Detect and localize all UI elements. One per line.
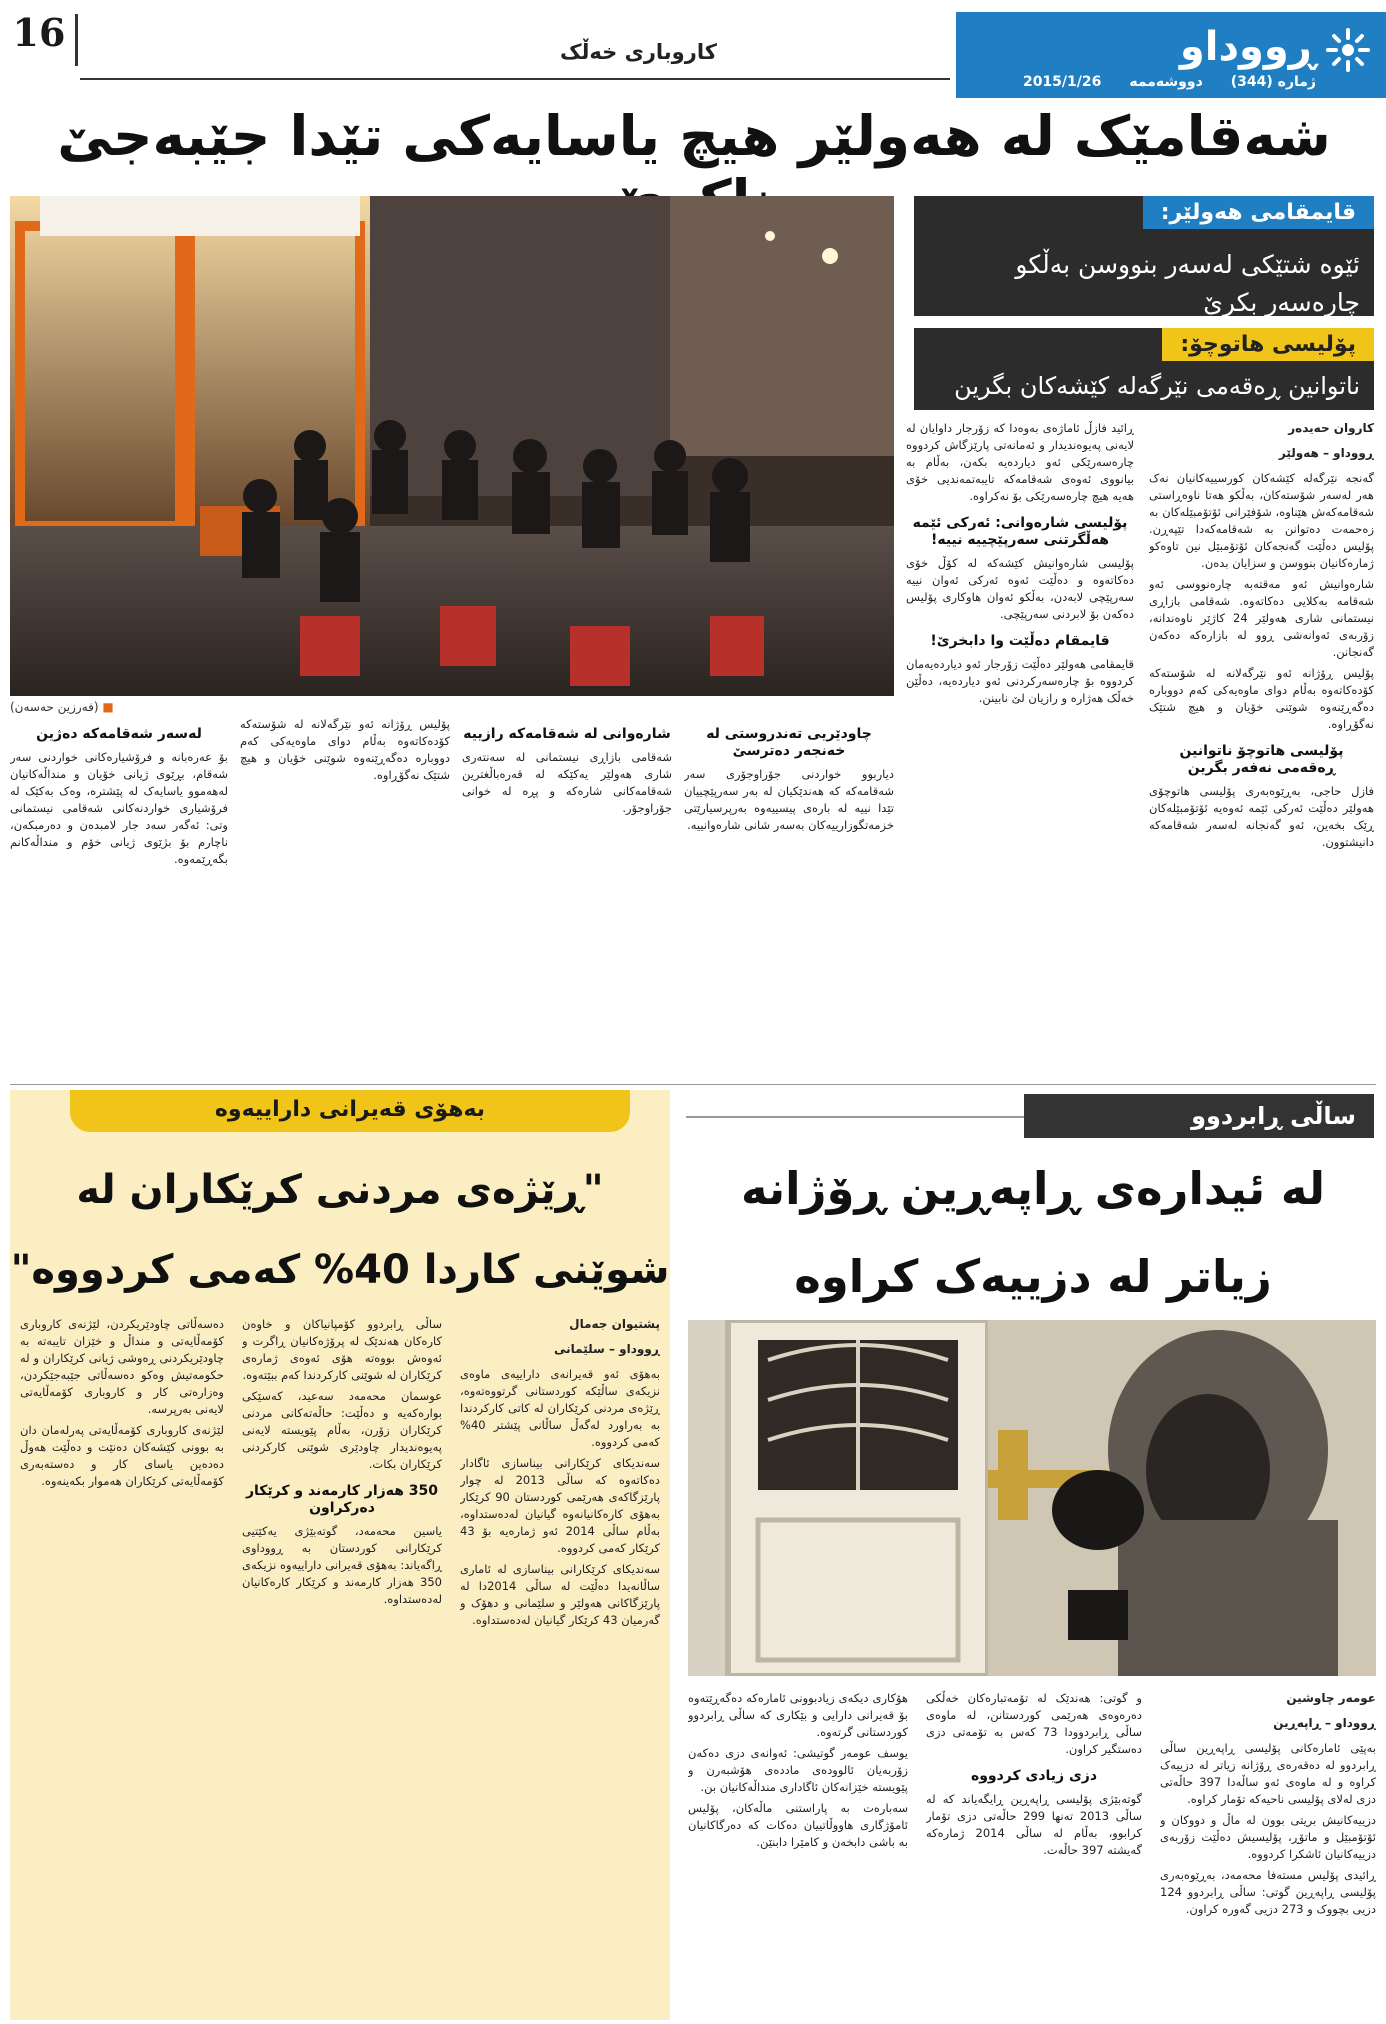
theft-col-3 <box>688 1690 908 2020</box>
theft-paragraph: و گوتی: هەندێک لە تۆمەتبارەکان خەڵکی دەرەوەی هەرێمی کوردستانن، لە ماوەی ساڵی ڕابردوودا 73 کەس بە تۆمەتی دزی دەستگیر کراون. <box>926 1691 1142 1756</box>
labor-paragraph: دەسەڵاتی چاودێریکردن، لێژنەی کاروباری کۆمەڵایەتی و منداڵ و خێزان تایبەتە بە چاودێریکردنی ڕەوشی ژیانی کرێکاران و لە حکومەتیش وەکو دەسەڵاتی جێبەجێکردن، وەزارەتی کار و کاروباری کۆمەڵایەتی لایەنی بەرپرسە. <box>20 1317 224 1416</box>
pull-quote-mayor-text: ئێوە شتێکی لەسەر بنووسن بەڵکو چارەسەر بکرێ <box>1015 250 1360 317</box>
photo-credit: ■ (فەرزین حەسەن) <box>10 700 114 714</box>
issue-number: ژمارە (344) <box>1230 74 1316 90</box>
top-article-byline-place: ڕووداو – هەولێر <box>1278 446 1374 460</box>
top-article-col-2 <box>906 420 1134 1080</box>
cafe-street-photo <box>10 196 894 696</box>
pull-quote-traffic-police <box>914 328 1374 410</box>
theft-col-1 <box>1160 1690 1376 2020</box>
top-article-paragraph: ڕائید فازڵ ئاماژەی بەوەدا کە زۆرجار داوایان لە لایەنی پەیوەندیدار و ئەمانەتی پارێزگاش کردووە چارەسەرێکی ئەو دیاردەیە بکەن، بەڵام بە بیانووی ئەوەی شەقامەکە تایبەتمەندیی خۆی هەیە هیچ چارەسەرێکی بۆ نەکراوە. <box>906 421 1134 503</box>
labor-col-3 <box>20 1316 224 2012</box>
top-article-paragraph: پۆلیسی شارەوانیش کێشەکە لە کۆڵ خۆی دەکاتەوە و دەڵێت ئەوە ئەرکی ئەوان نییە سەرپێچی لابەدن، بەڵکو ئەوان هاوکاری پۆلیس دەکەن بۆ لابردنی سەرپێچی. <box>906 556 1134 621</box>
labor-headline-line-2: شوێنی کاردا 40% کەمی کردووە" <box>10 1247 670 1293</box>
top-article-subhead: شارەوانی لە شەقامەکە رازییە <box>463 726 671 742</box>
top-article-paragraph: فازل حاجی، بەڕێوەبەری پۆلیسی هاتوچۆی هەولێر دەڵێت ئەرکی ئێمە ئەوەیە ئۆتۆمبێلەکان ڕێک بخەین، ئەو گەنجانە لەسەر شەقامەکە دانیشتوون. <box>1149 784 1374 849</box>
labor-article-columns <box>20 1316 660 2012</box>
logo-text: ڕووداو <box>1179 24 1316 70</box>
kicker-rule <box>686 1116 1026 1118</box>
theft-paragraph: سەبارەت بە پاراستنی ماڵەکان، پۆلیس ئامۆژگاری هاووڵاتییان دەکات کە دەرگاکانیان بە باشی دابخەن و کامێرا دابنێن. <box>688 1801 908 1849</box>
theft-col-2 <box>926 1690 1142 2020</box>
top-article-col-1 <box>1149 420 1374 1080</box>
section-divider <box>10 1084 1376 1085</box>
theft-article-kicker: ساڵی ڕابردوو <box>1024 1094 1374 1138</box>
page-number: 16 <box>0 10 78 65</box>
logo-mark-icon <box>1324 26 1372 74</box>
top-article-lower-columns <box>10 716 894 1080</box>
labor-paragraph: عوسمان محەمەد سەعید، کەسێکی بوارەکەیە و دەڵێت: حاڵەتەکانی مردنی کرێکاران زۆرن، بەڵام پێویستە لایەنی پەیوەندیدار چاودێری شوێنی کارکردنی کرێکاران بکات. <box>242 1389 442 1471</box>
logo-banner <box>956 12 1386 98</box>
theft-article-headline <box>690 1145 1376 1321</box>
theft-paragraph: یوسف عومەر گوتیشی: ئەوانەی دزی دەکەن زۆربەیان ئالوودەی ماددەی هۆشبەرن و پێویستە خێزانەکان ئاگاداری منداڵەکانیان بن. <box>688 1746 908 1794</box>
top-article-paragraph: پۆلیس ڕۆژانە ئەو نێرگەلانە لە شۆستەکە کۆدەکاتەوە بەڵام دوای ماوەیەکی کەم دووبارە دەگەڕێنەوە شوێنی خۆیان و هیچ شتێک نەگۆڕاوە. <box>1149 666 1374 731</box>
theft-paragraph: گوتەبێژی پۆلیسی ڕاپەڕین ڕایگەیاند کە لە ساڵی 2013 تەنها 299 حاڵەتی دزی تۆمار کرابوو، بەڵام لە ساڵی 2014 ژمارەکە گەیشتە 397 حاڵەت. <box>926 1792 1142 1857</box>
top-article-paragraph: شەقامی بازاڕی نیستمانی لە سەنتەری شاری هەولێر یەکێکە لە قەرەباڵغترین شەقامەکانی شارەکە و پڕە لە خوانی جۆراوجۆر. <box>462 750 672 815</box>
theft-byline: عومەر چاوشین <box>1286 1691 1376 1705</box>
top-article-paragraph: دیاربوو خواردنی جۆراوجۆری سەر شەقامەکە کە هەندێکیان لە بەر سەرپێچییان تێدا نییە لە بارەی پیسییەوە بەرپرسیارێتی خزمەتگوزارییەکان بەسەر شانی شارەوانییە. <box>684 767 894 832</box>
labor-paragraph: سەندیکای کرێکارانی بیناسازی لە ئاماری ساڵانەیدا دەڵێت لە ساڵی 2014دا لە پارێزگاکانی هەولێر و سلێمانی و دهۆک و گەرمیان 43 کرێکار گیانیان لەدەستداوە. <box>460 1562 660 1627</box>
pull-quote-mayor-tag: قایمقامی هەولێر: <box>1143 196 1374 229</box>
top-article-col-3 <box>684 716 894 1080</box>
pull-quote-police-tag: پۆلیسی هاتوچۆ: <box>1162 328 1374 361</box>
top-article-byline: کاروان حەیدەر <box>1288 421 1374 435</box>
theft-paragraph: هۆکاری دیکەی زیادبوونی ئامارەکە دەگەڕێتەوە بۆ قەیرانی دارایی و بێکاری کە ساڵی ڕابردوو کوردستانی گرتەوە. <box>688 1691 908 1739</box>
labor-paragraph: بەهۆی ئەو قەیرانەی داراییەی ماوەی نزیکەی ساڵێکە کوردستانی گرتووەتەوە، ڕێژەی مردنی کرێکاران لە کاتی کارکردندا بە بەراورد لەگەڵ ساڵانی پێشتر 40% کەمی کردووە. <box>460 1367 660 1449</box>
top-article-col-5 <box>240 716 450 1080</box>
top-article-subhead: لەسەر شەقامەکە دەژین <box>36 726 202 742</box>
cafe-street-illustration <box>10 196 894 696</box>
theft-subhead: دزی زیادی کردووە <box>970 1768 1098 1784</box>
labor-byline: پشتیوان جەمال <box>569 1317 660 1331</box>
top-article-col-6 <box>10 716 228 1080</box>
labor-article-headline <box>10 1150 670 1310</box>
pull-quote-police-text: ناتوانین ڕەقەمی نێرگەلە کێشەکان بگرین <box>954 372 1360 400</box>
top-article-paragraph: پۆلیس ڕۆژانە ئەو نێرگەلانە لە شۆستەکە کۆدەکاتەوە بەڵام دوای ماوەیەکی کەم دووبارە دەگەڕێنەوە شوێنی خۆیان و هیچ شتێک نەگۆڕاوە. <box>240 717 450 782</box>
labor-col-1 <box>460 1316 660 2012</box>
labor-paragraph: سەندیکای کرێکارانی بیناسازی ئاگادار دەکاتەوە کە ساڵی 2013 لە چوار پارێزگاکەی هەرێمی کوردستان 90 کرێکار بەهۆی کارەکانیانەوە گیانیان لەدەستداوە، بەڵام ساڵی 2014 ئەو ژمارەیە بۆ 43 کرێکار کەمی کردووە. <box>460 1456 660 1555</box>
top-article-subhead: پۆلیسی هاتوچۆ ناتوانین ڕەقەمی نەفەر بگرین <box>1179 743 1344 776</box>
top-article-subhead: پۆلیسی شارەوانی: ئەرکی ئێمە هەڵگرتنی سەرپێچییە نییە! <box>912 515 1128 548</box>
burglar-door-photo <box>688 1320 1376 1676</box>
top-article-paragraph: گەنجە نێرگەلە کێشەکان کورسییەکانیان نەک هەر لەسەر شۆستەکان، بەڵکو هەتا ناوەڕاستی شەقامەکەش هێناوە، شۆفێرانی ئۆتۆمبێلەکان بە زەحمەت دەتوانن بە شەقامەکەدا تێپەڕن. پۆلیس دەڵێت گەنجەکان ئۆتۆمبێل نین تاوەکو ژمارەکانیان بنووسن و سزایان بدەن. <box>1149 471 1374 570</box>
main-headline: شەقامێک لە هەولێر هیچ یاسایەکی تێدا جێبەجێ <box>57 104 1331 168</box>
top-article-col-4 <box>462 716 672 1080</box>
labor-paragraph: یاسین محەمەد، گوتەبێژی یەکێتیی کرێکارانی کوردستان بە ڕووداوی ڕاگەیاند: بەهۆی قەیرانی داراییەوە نزیکەی 350 هەزار کارمەند و کرێکار کارەکانیان لەدەستداوە. <box>242 1524 442 1606</box>
theft-paragraph: ڕائیدی پۆلیس مستەفا محەمەد، بەڕێوەبەری پۆلیسی ڕاپەڕین گوتی: ساڵی ڕابردوو 124 دزیی بچووک و 273 دزیی گەورە کراون. <box>1160 1868 1376 1916</box>
labor-headline-line-1: "ڕێژەی مردنی کرێکاران لە <box>76 1167 604 1213</box>
labor-paragraph: لێژنەی کاروباری کۆمەڵایەتی پەرلەمان دان بە بوونی کێشەکان دەنێت و دەڵێت هەوڵ دەدەین یاسای کار و دەستەبەری کۆمەڵایەتی کرێکاران هەموار بکەینەوە. <box>20 1423 224 1488</box>
labor-col-2 <box>242 1316 442 2012</box>
theft-headline-line-2: زیاتر لە دزییەک کراوە <box>794 1250 1272 1303</box>
theft-headline-line-1: لە ئیدارەی ڕاپەڕین ڕۆژانە <box>740 1162 1326 1215</box>
theft-byline-place: ڕووداو – ڕاپەڕین <box>1273 1716 1376 1730</box>
labor-subhead: 350 هەزار کارمەند و کرێکار دەرکراون <box>245 1483 439 1516</box>
issue-line <box>1023 74 1316 90</box>
masthead <box>0 0 1386 100</box>
top-article-side-columns <box>906 420 1374 1080</box>
labor-article-tag: بەهۆی قەیرانی داراییەوە <box>70 1090 630 1132</box>
top-article-subhead: چاودێریی تەندروستی لە خەنجەر دەترسێ <box>706 726 872 759</box>
pull-quote-mayor <box>914 196 1374 316</box>
top-article-paragraph: شارەوانیش ئەو مەقتەبە چارەنووسی ئەو شەقامە بەکلایی دەکاتەوە. شەقامی بازاڕی نیستمانی شاری هەولێر 24 کاژێر ناوەندانە، زۆربەی ئەوانەشی ڕوو لە بازارەکە دەکەن گەنجانن. <box>1149 577 1374 659</box>
section-name: کاروباری خەڵک <box>560 40 717 64</box>
labor-deaths-article <box>10 1090 670 2020</box>
theft-paragraph: دزییەکانیش بریتی بوون لە ماڵ و دووکان و ئۆتۆمبێل و ماتۆڕ، پۆلیسیش دەڵێت زۆربەی دزییەکانیان ئاشکرا کردووە. <box>1160 1813 1376 1861</box>
issue-date: 2015/1/26 <box>1022 74 1102 90</box>
labor-paragraph: ساڵی ڕابردوو کۆمپانیاکان و خاوەن کارەکان هەندێک لە پرۆژەکانیان ڕاگرت و ئەوەش بووەتە هۆی ئەوەی ژمارەی کرێکاران لە شوێنی کارکردندا کەم ببێتەوە. <box>242 1317 442 1382</box>
top-article-paragraph: بۆ عەرەبانە و فرۆشیارەکانی خواردنی سەر شەقام، بڕێوی ژیانی خۆیان و منداڵەکانیان لەهەموو یاسایەک لە پێشترە، وەک بەکێک لە فرۆشیاری خواردنەکانی شەقامی نیستمانی وتی: ئەگەر سەد جار لامبدەن و دەرمبکەن، ناچارم بۆ بژێوی ژیانی خۆم و منداڵەکانم بگەڕێمەوە. <box>10 750 228 866</box>
theft-paragraph: بەپێی ئامارەکانی پۆلیسی ڕاپەڕین ساڵی ڕابردوو لە دەقەرەی ڕۆژانە زیاتر لە دزییەک کراوە و لە ماوەی ئەو ساڵەدا 397 حاڵەتی دزی لەلای پۆلیسی ناحیەکە تۆمار کراوە. <box>1160 1741 1376 1806</box>
top-article-paragraph: قایمقامی هەولێر دەڵێت زۆرجار ئەو دیاردەیەمان کردووە بۆ چارەسەرکردنی ئەو دیاردەیە، دەڵێن خەڵک هەژارە و رازیان لێ نابینن. <box>906 657 1134 705</box>
header-rule <box>80 78 950 80</box>
top-article-subhead: قایمقام دەڵێت وا دابخرێ! <box>930 633 1110 649</box>
labor-byline-place: ڕووداو – سلێمانی <box>554 1342 660 1356</box>
burglar-door-illustration <box>688 1320 1376 1676</box>
theft-article-columns <box>688 1690 1376 2020</box>
issue-weekday: دووشەممە <box>1129 74 1203 90</box>
